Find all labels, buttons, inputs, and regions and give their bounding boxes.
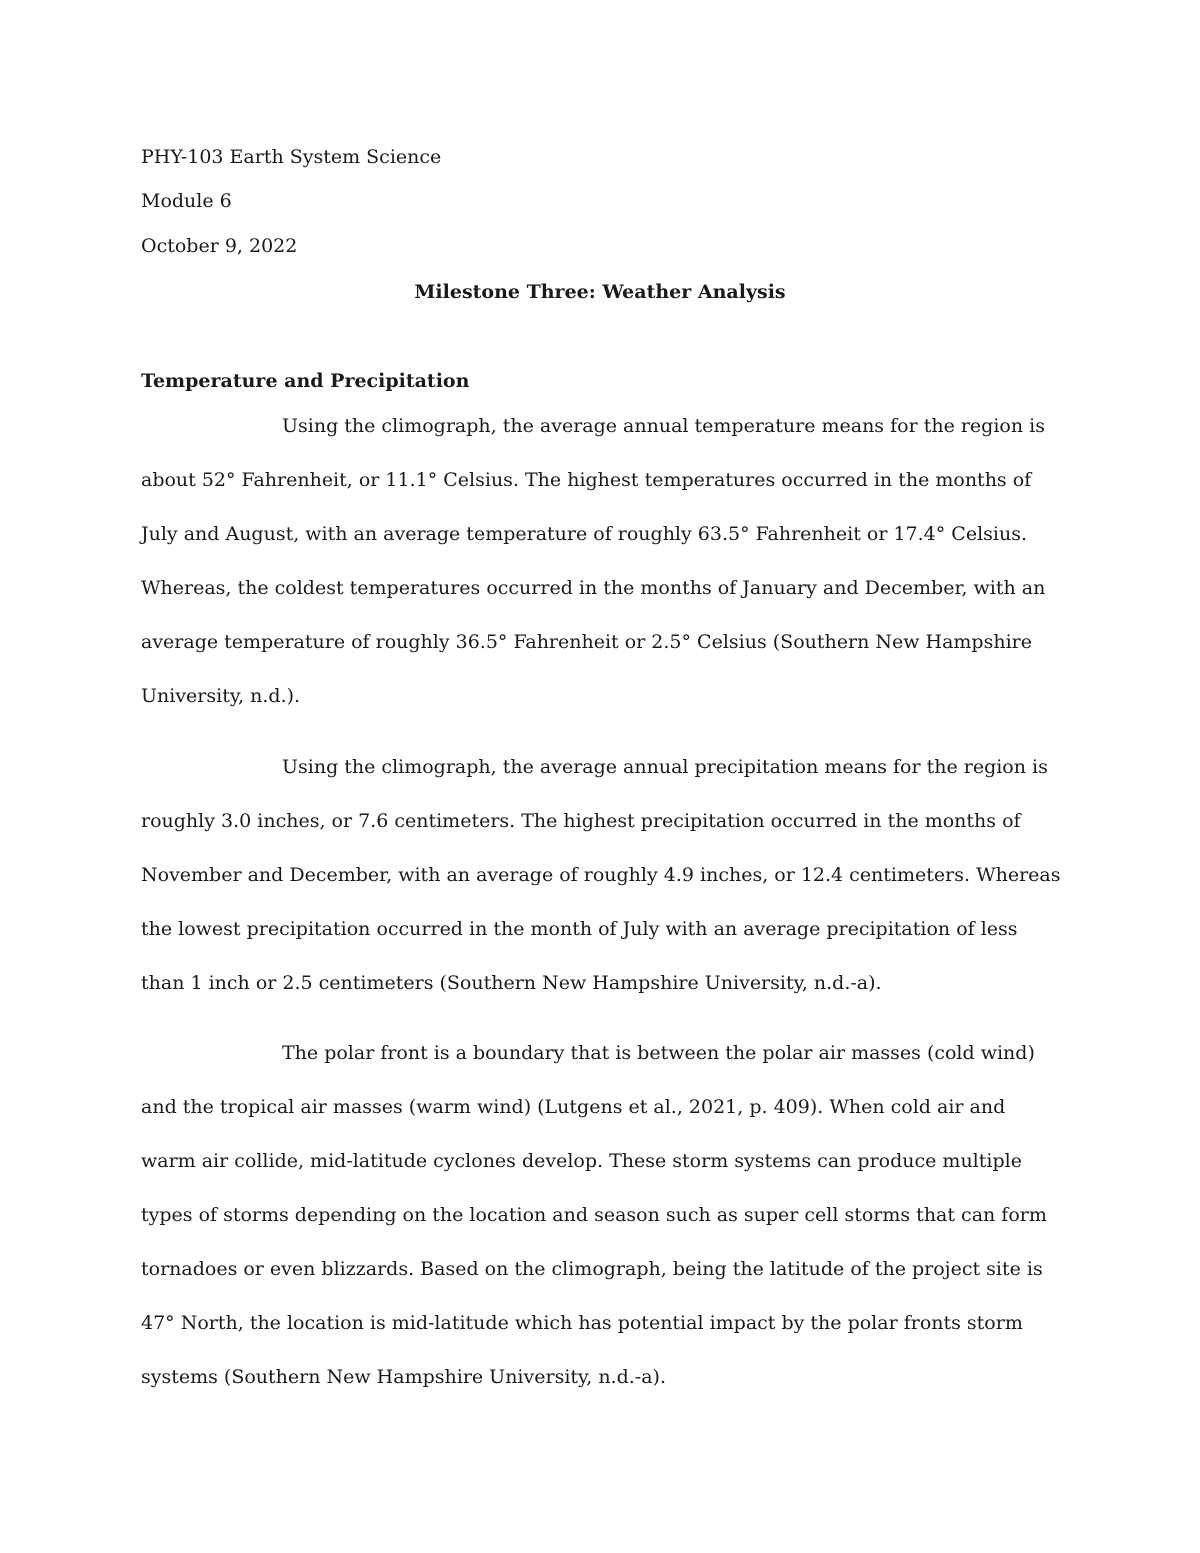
paragraph-text: The polar front is a boundary that is between the polar air masses (cold wind) and the tropical air masses (warm wind) (Lutgens et al., 2021, p. 409). When cold air and warm air collide, mid-latitude cyclones develop. These storm systems can produce multiple types of storms depending on the location and season such as super cell storms that can form tornadoes or even blizzards. Based on the climograph, being the latitude of the project site is 47° North, the location is mid-latitude which has potential impact by the polar fronts storm systems (Southern New Hampshire University, n.d.-a).: [141, 1042, 1047, 1388]
section-heading: Temperature and Precipitation: [141, 370, 470, 392]
module-line: Module 6: [141, 190, 232, 212]
document-title: Milestone Three: Weather Analysis: [414, 281, 786, 303]
paragraph-text: Using the climograph, the average annual temperature means for the region is about 52° Fahrenheit, or 11.1° Celsius. The highest temperatures occurred in the months of July and August, with an average temperature of roughly 63.5° Fahrenheit or 17.4° Celsius. Whereas, the coldest temperatures occurred in the months of January and December, with an average temperature of roughly 36.5° Fahrenheit or 2.5° Celsius (Southern New Hampshire University, n.d.).: [141, 415, 1046, 707]
paragraph-temperature: [141, 399, 1063, 723]
paragraph-text: Using the climograph, the average annual precipitation means for the region is roughly 3.0 inches, or 7.6 centimeters. The highest precipitation occurred in the months of November and December, with an average of roughly 4.9 inches, or 12.4 centimeters. Whereas the lowest precipitation occurred in the month of July with an average precipitation of less than 1 inch or 2.5 centimeters (Southern New Hampshire University, n.d.-a).: [141, 756, 1061, 994]
paragraph-precipitation: [141, 740, 1063, 1010]
paragraph-polar-front: [141, 1026, 1063, 1404]
date-line: October 9, 2022: [141, 235, 298, 257]
course-line: PHY-103 Earth System Science: [141, 146, 442, 168]
